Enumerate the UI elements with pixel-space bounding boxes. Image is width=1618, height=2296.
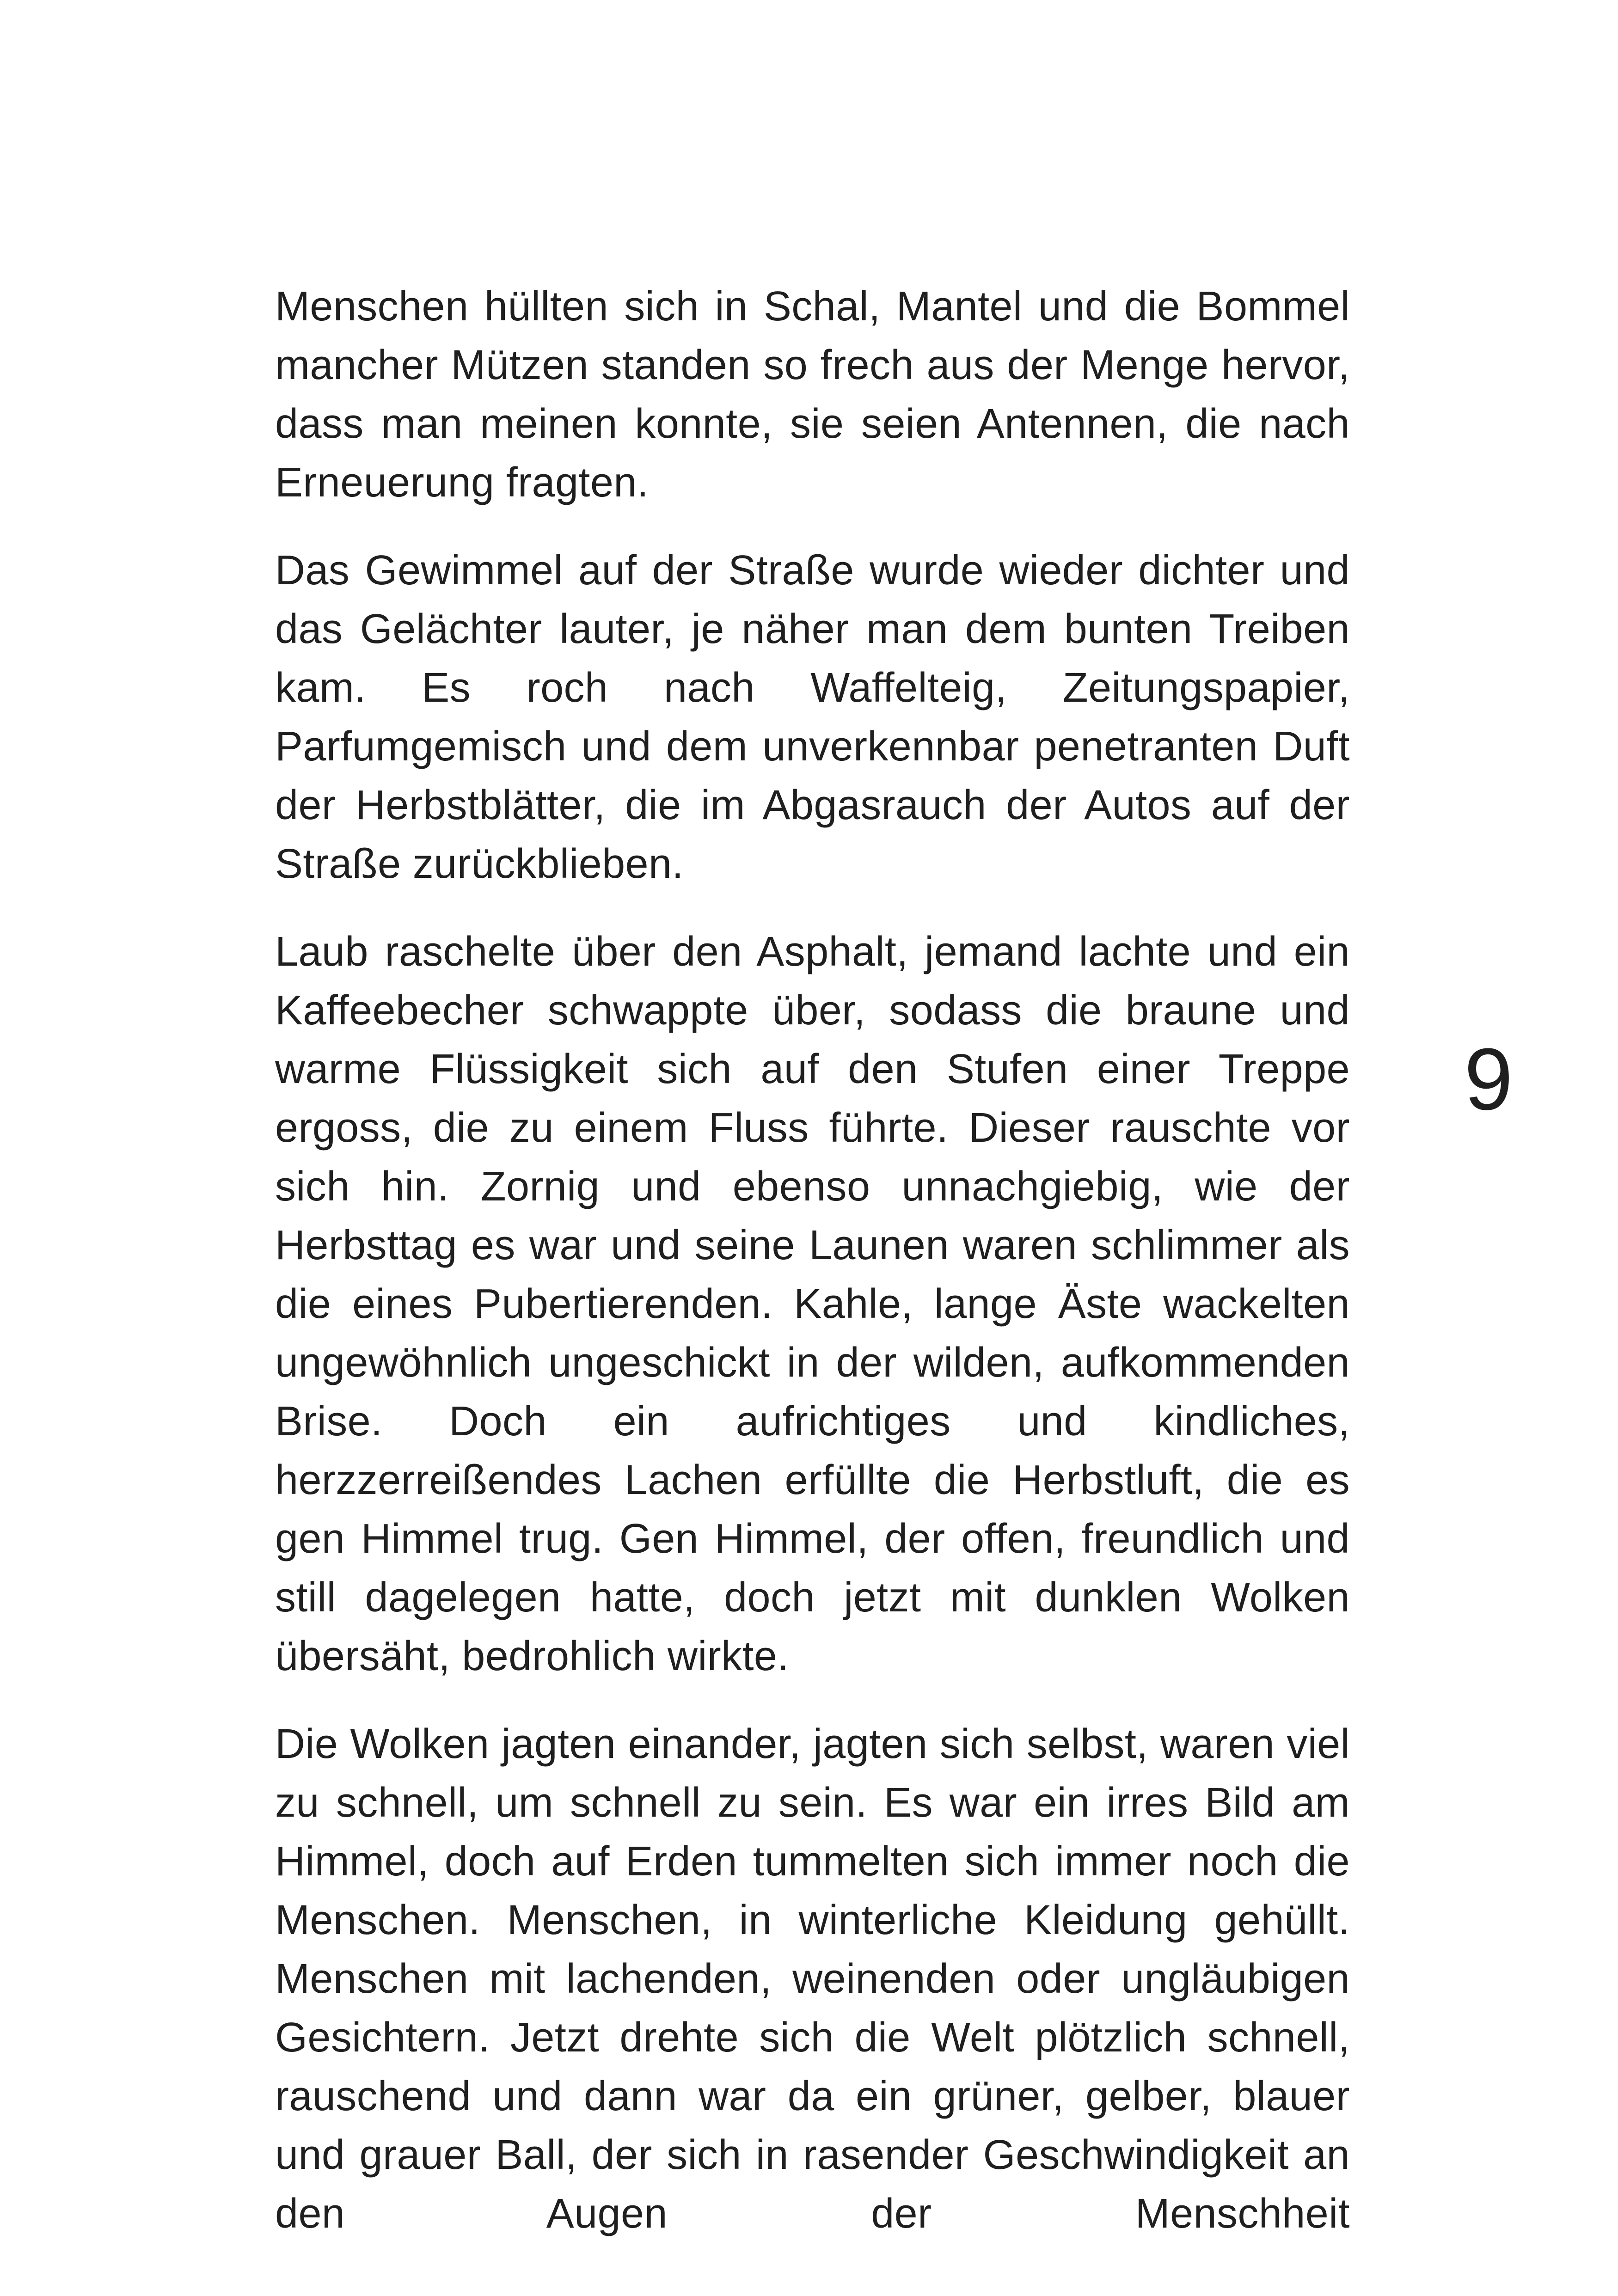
paragraph-1: Menschen hüllten sich in Schal, Mantel und die Bommel mancher Mützen standen so frech aus der Menge hervor, dass man meinen konnte, sie seien Antennen, die nach Erneuerung fragten.	[275, 283, 1350, 506]
paragraph-4: Die Wolken jagten einander, jagten sich selbst, waren viel zu schnell, um schnell zu sein. Es war ein irres Bild am Himmel, doch auf Erden tummelten sich immer noch die Menschen. Menschen, in winterliche Kleidung gehüllt. Menschen mit lachenden, weinenden oder ungläubigen Gesichtern. Jetzt drehte sich die Welt plötzlich schnell, rauschend und dann war da ein grüner, gelber, blauer und grauer Ball, der sich in rasender Geschwindigkeit an den Augen der Menschheit	[275, 1721, 1350, 2237]
body-text	[275, 277, 1350, 2243]
paragraph-2: Das Gewimmel auf der Straße wurde wieder dichter und das Gelächter lauter, je näher man dem bunten Treiben kam. Es roch nach Waffelteig, Zeitungspapier, Parfumgemisch und dem unverkennbar penetranten Duft der Herbstblätter, die im Abgasrauch der Autos auf der Straße zurückblieben.	[275, 547, 1350, 887]
paragraph-3: Laub raschelte über den Asphalt, jemand lachte und ein Kaffeebecher schwappte über, sodass die braune und warme Flüssigkeit sich auf den Stufen einer Treppe ergoss, die zu einem Fluss führte. Dieser rauschte vor sich hin. Zornig und ebenso unnachgiebig, wie der Herbsttag es war und seine Launen waren schlimmer als die eines Pubertierenden. Kahle, lange Äste wackelten ungewöhnlich ungeschickt in der wilden, aufkommenden Brise. Doch ein aufrichtiges und kindliches, herzzerreißendes Lachen erfüllte die Herbstluft, die es gen Himmel trug. Gen Himmel, der offen, freundlich und still dagelegen hatte, doch jetzt mit dunklen Wolken übersäht, bedrohlich wirkte.	[275, 929, 1350, 1679]
page-number: 9	[1464, 1030, 1513, 1128]
